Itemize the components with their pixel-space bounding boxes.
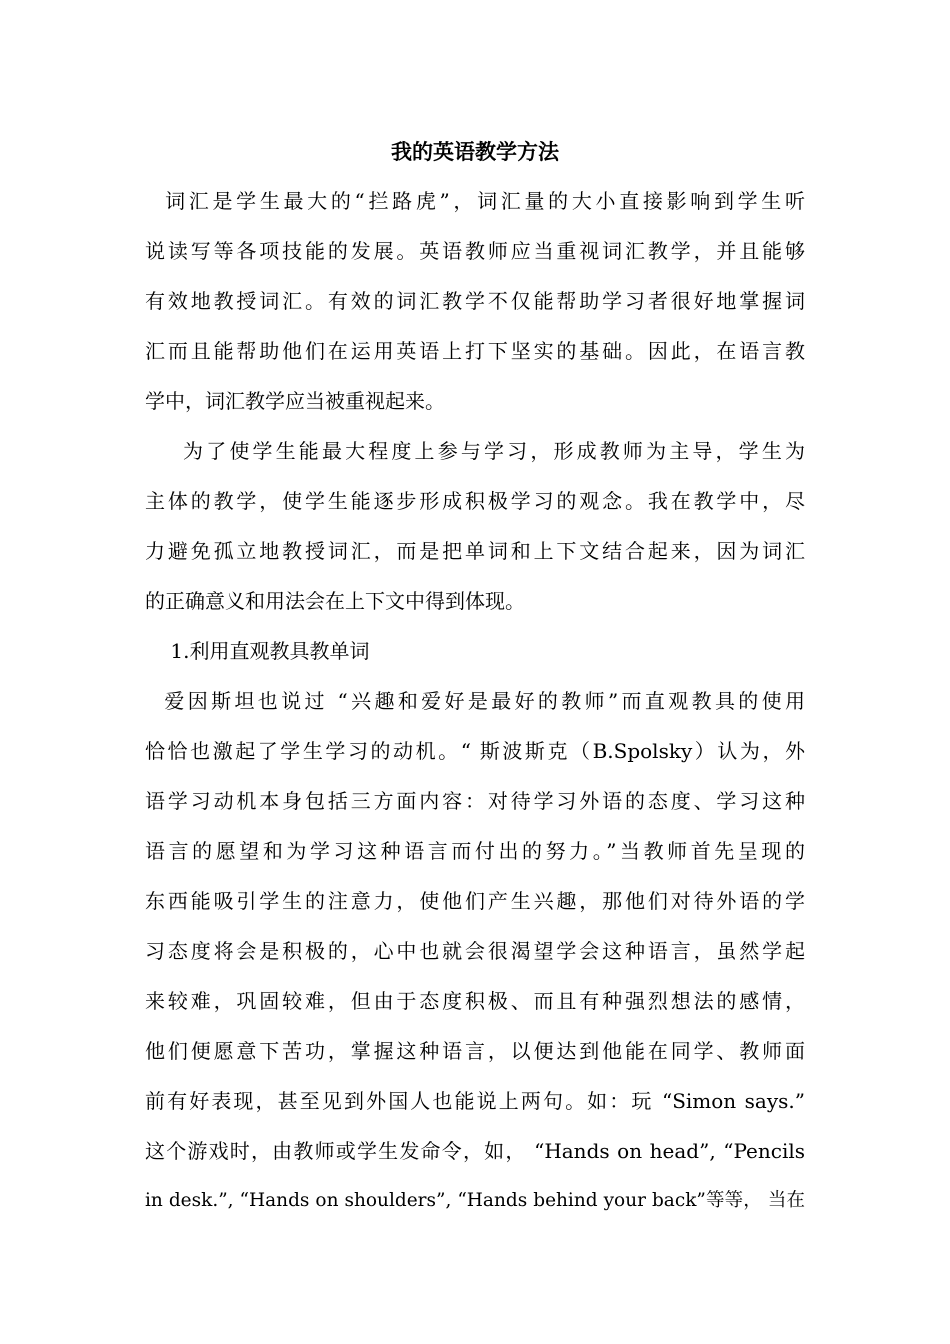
text-line: 为了使学生能最大程度上参与学习，形成教师为主导，学生为 xyxy=(145,439,805,463)
text-line: 的正确意义和用法会在上下文中得到体现。 xyxy=(145,589,525,613)
text-line: 词汇是学生最大的“拦路虎”，词汇量的大小直接影响到学生听 xyxy=(145,189,805,213)
text-line: 力避免孤立地教授词汇，而是把单词和上下文结合起来，因为词汇 xyxy=(145,539,805,563)
text-line: 说读写等各项技能的发展。英语教师应当重视词汇教学，并且能够 xyxy=(145,239,805,263)
document-title: 我的英语教学方法 xyxy=(391,139,559,164)
text-line: 爱因斯坦也说过 “兴趣和爱好是最好的教师”而直观教具的使用 xyxy=(145,689,805,713)
text-line: 语言的愿望和为学习这种语言而付出的努力。”当教师首先呈现的 xyxy=(145,839,805,863)
text-line: 学中，词汇教学应当被重视起来。 xyxy=(145,389,445,413)
text-line: 恰恰也激起了学生学习的动机。“ 斯波斯克（B.Spolsky）认为，外 xyxy=(145,739,805,763)
text-line: 东西能吸引学生的注意力，使他们产生兴趣，那他们对待外语的学 xyxy=(145,889,805,913)
text-line: 来较难，巩固较难，但由于态度积极、而且有种强烈想法的感情， xyxy=(145,989,805,1013)
text-line: 这个游戏时，由教师或学生发命令，如， “Hands on head”, “Pencils xyxy=(145,1139,805,1163)
text-line: 他们便愿意下苦功，掌握这种语言，以便达到他能在同学、教师面 xyxy=(145,1039,805,1063)
text-line: 1.利用直观教具教单词 xyxy=(145,639,370,663)
text-line: 有效地教授词汇。有效的词汇教学不仅能帮助学习者很好地掌握词 xyxy=(145,289,805,313)
text-line: in desk.”, “Hands on shoulders”, “Hands behind your back”等等， 当在 xyxy=(145,1190,805,1211)
text-line: 语学习动机本身包括三方面内容：对待学习外语的态度、学习这种 xyxy=(145,789,805,813)
text-line: 汇而且能帮助他们在运用英语上打下坚实的基础。因此，在语言教 xyxy=(145,339,805,363)
document-body xyxy=(145,176,805,1226)
text-line: 主体的教学，使学生能逐步形成积极学习的观念。我在教学中，尽 xyxy=(145,489,805,513)
text-line: 前有好表现，甚至见到外国人也能说上两句。如：玩 “Simon says.” xyxy=(145,1089,805,1113)
text-line: 习态度将会是积极的，心中也就会很渴望学会这种语言，虽然学起 xyxy=(145,939,805,963)
